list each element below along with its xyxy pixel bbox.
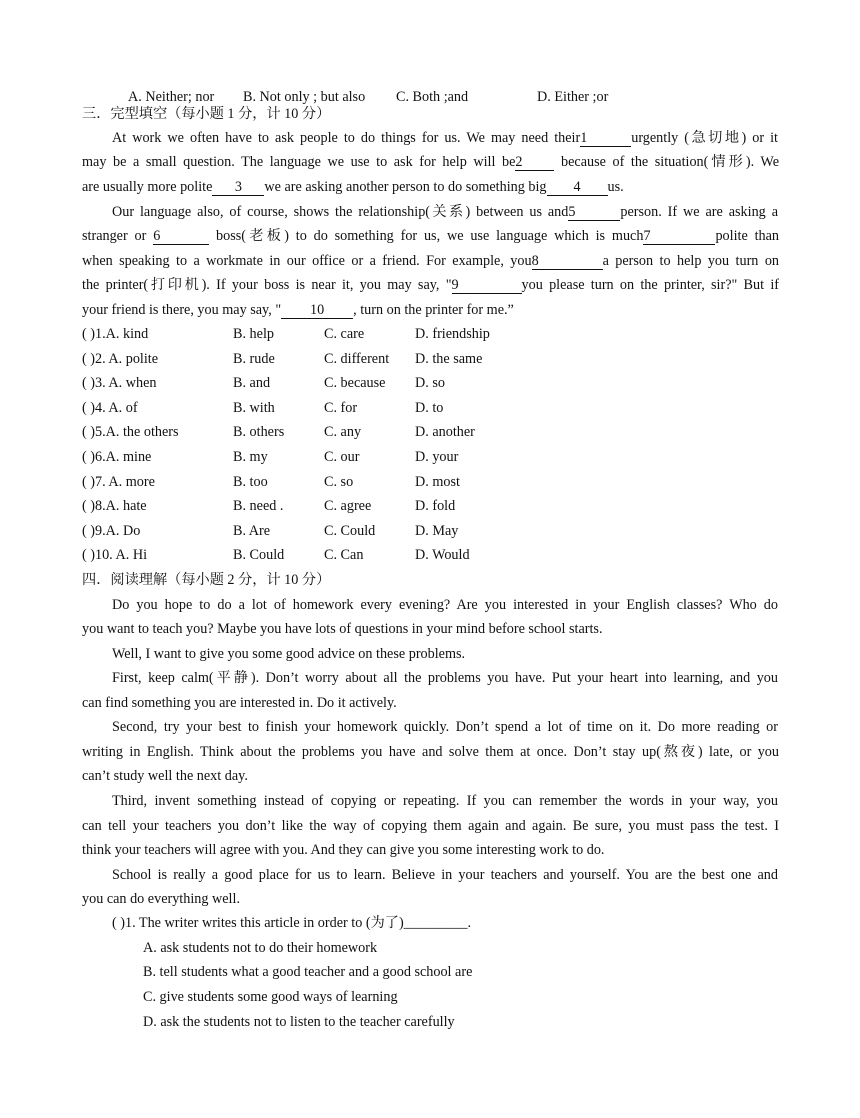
text: person. If we are asking a [620,204,778,220]
blank-num: 4 [573,179,581,195]
option-b: B. my [233,449,268,465]
cloze-p2-line3 [82,252,779,270]
blank-3 [212,180,264,196]
option-a: A. Neither; nor [128,89,215,105]
text: At work we often have to ask people to do things for us. We may need their [112,130,581,146]
option-d: D. Either ;or [537,89,609,105]
blank-1 [580,131,631,147]
cloze-question-row [0,473,860,491]
reading-p4-line2: writing in English. Think about the problems you have and solve them at once. Don’t stay up(熬夜) late, or you [82,744,779,760]
cloze-question-row [0,448,860,466]
question-number-option-a: ( )10. A. Hi [82,547,148,564]
option-b: B. Could [233,547,285,564]
text: , turn on the printer for me.” [353,302,514,318]
section3-heading: 三．完型填空（每小题 1 分，计 10 分） [82,106,331,122]
option-c: C. so [324,473,354,490]
option-d: D. fold [415,498,456,515]
cloze-p1-line2 [82,153,779,171]
question-number-option-a: ( )3. A. when [82,375,157,392]
option-b: B. others [233,424,285,441]
option-b: B. with [233,399,275,416]
blank-num: 3 [234,179,242,195]
option-d: D. Would [415,547,470,564]
option-c: C. different [324,350,390,367]
reading-p2-line1: Well, I want to give you some good advice on these problems. [112,646,466,662]
option-c: C. because [324,375,386,392]
text: may be a small question. The language we use to ask for help will be [82,154,516,170]
option-d: D. another [415,424,475,441]
text: the printer(打印机). If your boss is near it, you may say, " [82,277,452,293]
text: your friend is there, you may say, " [82,302,282,318]
cloze-question-row [0,350,860,368]
reading-p5-line2: can tell your teachers you don’t like the way of copying them again and again. Be sure, you must pass the test. I [82,818,779,834]
text: are usually more polite [82,179,213,195]
reading-p4-line3: can’t study well the next day. [82,768,248,784]
text: a person to help you turn on [602,253,780,269]
question-number-option-a: ( )5.A. the others [82,424,179,441]
option-d: D. May [415,522,459,539]
reading-p3-line1: First, keep calm(平静). Don’t worry about all the problems you have. Put your heart into learning, and you [112,670,778,686]
text: Our language also, of course, shows the relationship(关系) between us and [112,204,569,220]
previous-question-options [128,88,728,106]
question-number-option-a: ( )1.A. kind [82,326,149,342]
option-b: B. help [233,326,274,342]
cloze-p1-line1 [112,129,778,147]
question-number-option-a: ( )2. A. polite [82,350,159,367]
blank-num: 1 [580,130,588,146]
cloze-question-row [0,546,860,564]
blank-num: 10 [310,302,325,318]
reading-p5-line3: think your teachers will agree with you. And they can give you some interesting work to do. [82,842,605,858]
reading-q1-option-c: C. give students some good ways of learning [143,989,398,1005]
blank-num: 8 [531,253,539,269]
option-c: C. any [324,424,362,441]
option-d: D. the same [415,350,483,367]
option-c: C. Could [324,522,376,539]
blank-9 [452,278,522,294]
option-d: D. most [415,473,460,490]
reading-p1-line1: Do you hope to do a lot of homework every evening? Are you interested in your English classes? Who do [112,597,778,613]
option-c: C. for [324,399,358,416]
option-b: B. and [233,375,271,392]
option-d: D. so [415,375,445,392]
blank-2 [515,155,554,171]
text: when speaking to a workmate in our office or a friend. For example, you [82,253,532,269]
reading-p6-line1: School is really a good place for us to learn. Believe in your teachers and yourself. You are the best one and [112,867,778,883]
cloze-question-row [0,522,860,540]
option-d: D. to [415,399,444,416]
option-b: B. rude [233,350,275,367]
text: stranger or [82,228,147,244]
blank-10 [281,303,353,319]
text: us. [607,179,624,195]
blank-num: 6 [153,228,161,244]
question-number-option-a: ( )7. A. more [82,473,155,490]
text: you please turn on the printer, sir?" But if [521,277,779,293]
cloze-question-row [0,325,860,343]
option-b: B. Are [233,522,271,539]
question-number-option-a: ( )6.A. mine [82,449,152,465]
text: polite than [715,228,780,244]
cloze-p2-line2 [82,227,779,245]
blank-num: 9 [451,277,459,293]
blank-4 [547,180,608,196]
text: we are asking another person to do something big [264,179,547,195]
option-d: D. friendship [415,326,490,342]
blank-6 [153,229,209,245]
option-b: B. need . [233,498,284,515]
option-b: B. too [233,473,268,490]
cloze-p2-line5 [82,301,514,319]
option-c: C. our [324,449,360,465]
option-c: C. Both ;and [396,89,469,105]
text: boss(老板) to do something for us, we use language which is much [216,228,644,244]
reading-p6-line2: you can do everything well. [82,891,240,907]
option-b: B. Not only ; but also [243,89,366,105]
cloze-p2-line4 [82,276,779,294]
section4-heading: 四．阅读理解（每小题 2 分，计 10 分） [82,572,331,588]
reading-p5-line1: Third, invent something instead of copying or repeating. If you can remember the words in your way, you [112,793,778,809]
blank-num: 7 [643,228,651,244]
cloze-question-row [0,423,860,441]
blank-num: 5 [568,204,576,220]
cloze-question-row [0,399,860,417]
blank-5 [568,205,620,221]
cloze-p1-line3 [82,178,624,196]
blank-7 [643,229,715,245]
reading-p4-line1: Second, try your best to finish your homework quickly. Don’t spend a lot of time on it. Do more reading or [112,719,778,735]
reading-q1-option-a: A. ask students not to do their homework [143,940,378,956]
cloze-p2-line1 [112,203,778,221]
question-number-option-a: ( )4. A. of [82,399,138,416]
reading-p3-line2: can find something you are interested in. Do it actively. [82,695,397,711]
cloze-question-row [0,374,860,392]
reading-q1-option-b: B. tell students what a good teacher and a good school are [143,964,473,980]
reading-q1-stem: ( )1. The writer writes this article in order to (为了)_________. [112,915,472,931]
option-d: D. your [415,449,459,465]
question-number-option-a: ( )9.A. Do [82,522,141,539]
option-c: C. agree [324,498,372,515]
text: because of the situation(情形). We [561,154,779,170]
blank-8 [532,254,603,270]
blank-num: 2 [515,154,523,170]
option-c: C. Can [324,547,364,564]
question-number-option-a: ( )8.A. hate [82,498,147,515]
option-c: C. care [324,326,365,342]
cloze-question-row [0,497,860,515]
reading-p1-line2: you want to teach you? Maybe you have lots of questions in your mind before school starts. [82,621,603,637]
text: urgently (急切地) or it [631,130,778,146]
reading-q1-option-d: D. ask the students not to listen to the teacher carefully [143,1014,455,1030]
